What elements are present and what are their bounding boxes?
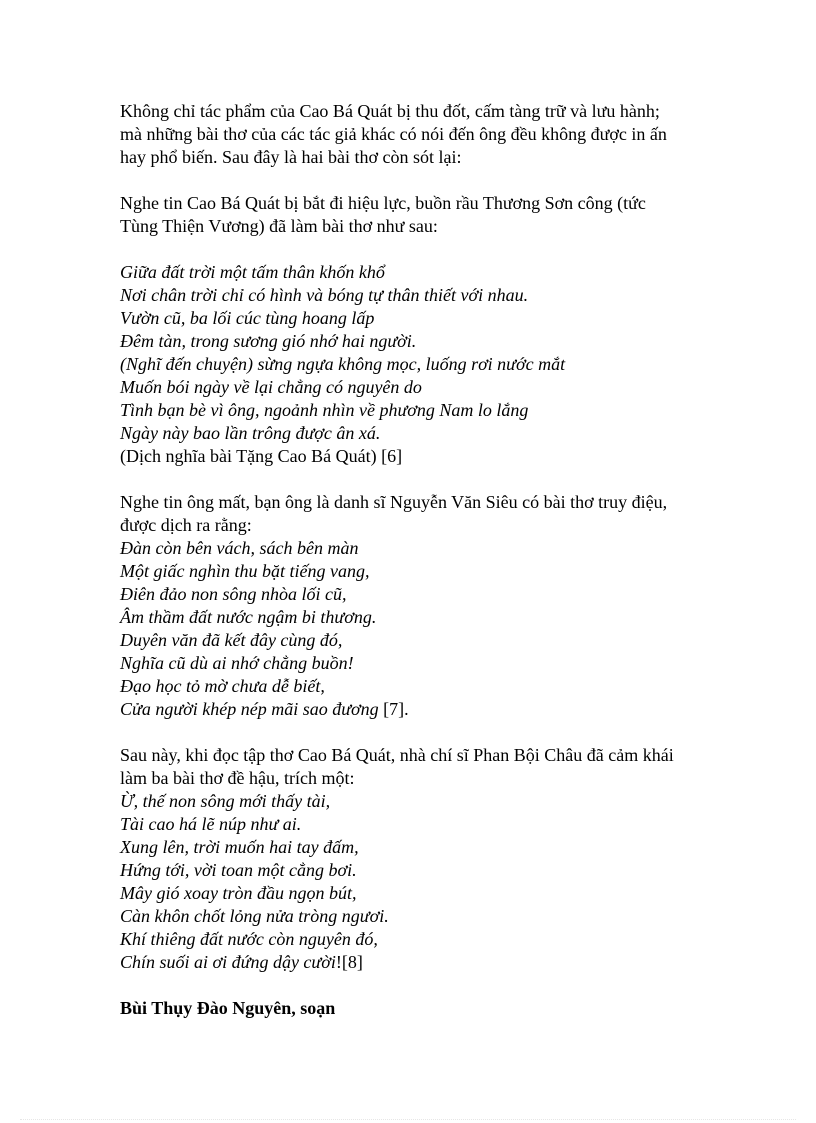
poem2-verse: Một giấc nghìn thu bặt tiếng vang, (120, 561, 370, 581)
poem3-verse: Xung lên, trời muốn hai tay đấm, (120, 837, 359, 857)
poem1-verse: Nơi chân trời chỉ có hình và bóng tự thân thiết với nhau. (120, 285, 529, 305)
poem2-verse: Duyên văn đã kết đây cùng đó, (120, 630, 343, 650)
poem1-source: (Dịch nghĩa bài Tặng Cao Bá Quát) [6] (120, 446, 403, 466)
poem1-verse: Muốn bói ngày về lại chẳng có nguyên do (120, 377, 422, 397)
poem2-intro-line: được dịch ra rằng: (120, 515, 252, 535)
poem3-block (120, 744, 720, 974)
poem1-intro-line: Tùng Thiện Vương) đã làm bài thơ như sau: (120, 216, 438, 236)
poem2-intro-line: Nghe tin ông mất, bạn ông là danh sĩ Nguyễn Văn Siêu có bài thơ truy điệu, (120, 492, 668, 512)
poem3-reference: ![8] (335, 952, 363, 972)
page-bottom-divider (20, 1119, 796, 1120)
poem2-verse: Đàn còn bên vách, sách bên màn (120, 538, 359, 558)
document-body (120, 100, 720, 1020)
author-signature: Bùi Thụy Đào Nguyên, soạn (120, 998, 336, 1018)
poem1-verse: Đêm tàn, trong sương gió nhớ hai người. (120, 331, 417, 351)
poem3-verse: Khí thiêng đất nước còn nguyên đó, (120, 929, 378, 949)
poem1-intro-line: Nghe tin Cao Bá Quát bị bắt đi hiệu lực, buồn rầu Thương Sơn công (tức (120, 193, 646, 213)
poem3-last-verse: Chín suối ai ơi đứng dậy cười (120, 952, 336, 972)
poem2-block (120, 491, 720, 721)
poem2-last-line (120, 698, 720, 721)
poem2-last-verse: Cửa người khép nép mãi sao đương (120, 699, 379, 719)
poem2-reference: [7]. (378, 699, 409, 719)
poem3-verse: Ừ, thế non sông mới thấy tài, (120, 791, 331, 811)
intro-paragraph (120, 100, 720, 169)
poem3-last-line (120, 951, 720, 974)
poem3-verse: Tài cao há lẽ núp như ai. (120, 814, 302, 834)
poem1-intro (120, 192, 720, 238)
poem1-verse: Giữa đất trời một tấm thân khốn khổ (120, 262, 385, 282)
poem3-verse: Càn khôn chốt lỏng nửa tròng ngươi. (120, 906, 389, 926)
intro-line: mà những bài thơ của các tác giả khác có nói đến ông đều không được in ấn (120, 124, 667, 144)
poem3-verse: Hứng tới, vời toan một cẳng bơi. (120, 860, 357, 880)
poem3-intro-line: làm ba bài thơ đề hậu, trích một: (120, 768, 355, 788)
poem2-verse: Đạo học tỏ mờ chưa dễ biết, (120, 676, 325, 696)
poem2-verse: Nghĩa cũ dù ai nhớ chẳng buồn! (120, 653, 354, 673)
poem2-verse: Điên đảo non sông nhòa lối cũ, (120, 584, 347, 604)
poem3-verse: Mây gió xoay tròn đầu ngọn bút, (120, 883, 357, 903)
intro-line: Không chỉ tác phẩm của Cao Bá Quát bị thu đốt, cấm tàng trữ và lưu hành; (120, 101, 660, 121)
poem3-intro-line: Sau này, khi đọc tập thơ Cao Bá Quát, nhà chí sĩ Phan Bội Châu đã cảm khái (120, 745, 674, 765)
poem1-verse: Ngày này bao lần trông được ân xá. (120, 423, 381, 443)
poem1-block (120, 261, 720, 468)
poem2-verse: Âm thầm đất nước ngậm bi thương. (120, 607, 377, 627)
poem1-verse: Tình bạn bè vì ông, ngoảnh nhìn về phương Nam lo lắng (120, 400, 529, 420)
poem1-verse: (Nghĩ đến chuyện) sừng ngựa không mọc, luống rơi nước mắt (120, 354, 566, 374)
poem1-verse: Vườn cũ, ba lối cúc tùng hoang lấp (120, 308, 375, 328)
intro-line: hay phổ biến. Sau đây là hai bài thơ còn sót lại: (120, 147, 462, 167)
